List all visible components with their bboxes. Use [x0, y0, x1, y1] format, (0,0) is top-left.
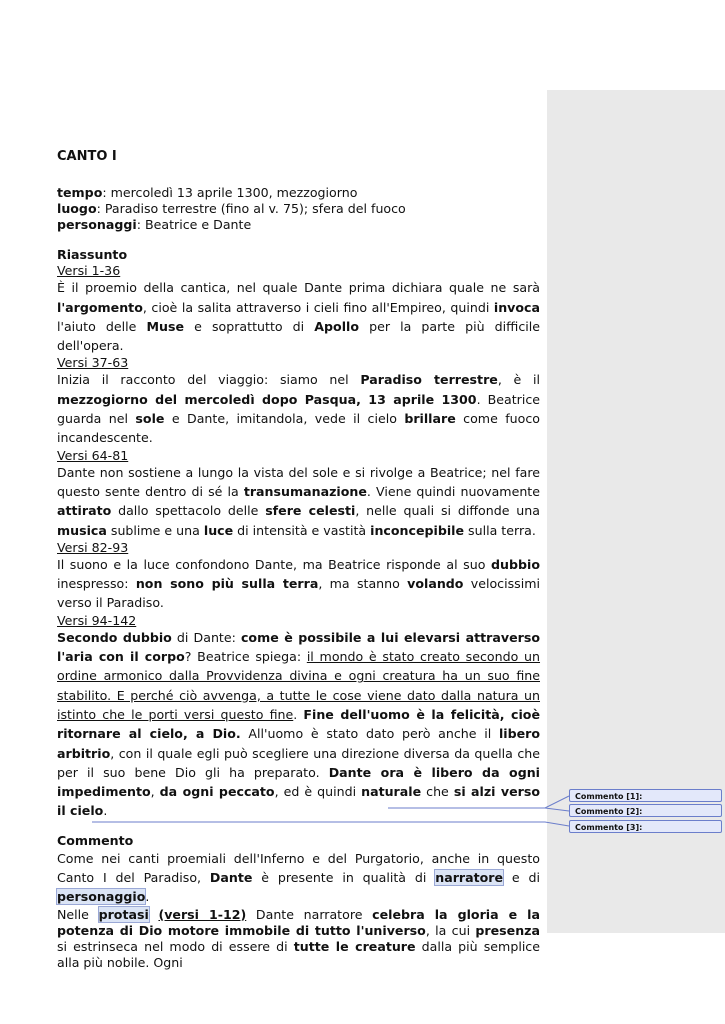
text-run: Dante	[209, 870, 253, 886]
text-run: che	[421, 784, 454, 800]
text-run: mezzogiorno del mercoledì dopo Pasqua, 13 aprile 1300	[57, 391, 477, 407]
text-run: (versi 1-12)	[158, 906, 247, 922]
text-run: inconcepibile	[370, 522, 465, 538]
text-run: musica	[57, 522, 107, 538]
text-run: .	[145, 889, 150, 905]
section-heading: Versi 37-63	[57, 355, 129, 371]
commento-heading: Commento	[57, 832, 134, 848]
text-run: naturale	[361, 784, 422, 800]
text-run: ? Beatrice spiega:	[184, 649, 307, 665]
text-run: Il suono e la luce confondono Dante, ma Beatrice risponde al suo	[57, 556, 492, 572]
text-run: Secondo dubbio	[57, 629, 172, 645]
text-run: . Viene quindi nuovamente	[366, 483, 540, 499]
text-run: ,	[150, 784, 160, 800]
text-run: velocissimi verso il Paradiso.	[57, 576, 540, 611]
text-run: tutte le creature	[293, 938, 416, 954]
personaggi-value: : Beatrice e Dante	[136, 217, 252, 233]
text-run: , ed è quindi	[274, 784, 362, 800]
text-run: l'aiuto delle	[57, 318, 147, 334]
text-run: Come nei canti proemiali dell'Inferno e del Purgatorio, anche in questo Canto I del Paradiso,	[57, 850, 540, 886]
comment-2[interactable]	[569, 804, 722, 817]
canto-title: CANTO I	[57, 149, 117, 164]
text-run: l'argomento	[57, 299, 143, 315]
text-run: Dante ora è libero da ogni impedimento	[57, 764, 540, 800]
comment-1-label: Commento [1]:	[575, 792, 643, 801]
text-run: e Dante, imitandola, vede il cielo	[164, 411, 405, 427]
text-run: . Beatrice guarda nel	[57, 391, 540, 427]
section-heading: Versi 64-81	[57, 447, 129, 463]
text-run: brillare	[404, 411, 456, 427]
text-run: .	[103, 803, 108, 819]
text-run: luce	[203, 522, 234, 538]
text-run: , la cui	[425, 922, 476, 938]
text-run: da ogni peccato	[159, 784, 275, 800]
comment-2-label: Commento [2]:	[575, 807, 643, 816]
text-run: , cioè la salita attraverso i cieli fino all'Empireo, quindi	[142, 299, 494, 315]
comment-1[interactable]	[569, 789, 722, 802]
text-run: si alzi verso il cielo	[57, 784, 541, 819]
text-run: transumanazione	[243, 483, 367, 499]
text-run: Apollo	[314, 318, 359, 334]
text-run: personaggio	[57, 889, 146, 905]
text-run: Paradiso terrestre	[360, 372, 498, 388]
text-run: Muse	[146, 318, 185, 334]
luogo-label: luogo	[57, 201, 97, 217]
tempo-value: : mercoledì 13 aprile 1300, mezzogiorno	[102, 185, 358, 201]
text-run: come è possibile a lui elevarsi attraverso l'aria con il corpo	[57, 629, 540, 665]
text-run: sulla terra.	[464, 522, 536, 538]
text-run: , è il	[497, 372, 540, 388]
section-heading: Versi 1-36	[57, 263, 121, 279]
text-run: sole	[135, 411, 165, 427]
text-run: attirato	[57, 503, 112, 519]
tempo-label: tempo	[57, 185, 103, 201]
text-run: sublime e una	[106, 522, 204, 538]
text-run: per la parte più difficile dell'opera.	[57, 318, 541, 354]
text-run: come fuoco incandescente.	[57, 411, 540, 446]
comment-3-label: Commento [3]:	[575, 823, 643, 832]
text-run: , ma stanno	[318, 576, 408, 592]
luogo-value: : Paradiso terrestre (fino al v. 75); sfera del fuoco	[96, 201, 406, 217]
text-run: di Dante:	[171, 629, 241, 645]
text-run: All'uomo è stato dato però anche il	[240, 726, 499, 742]
text-run: celebra la gloria e la potenza di Dio motore immobile di tutto l'universo	[57, 906, 540, 938]
text-run: volando	[407, 576, 464, 592]
text-run: Inizia il racconto del viaggio: siamo nel	[57, 372, 361, 388]
text-run: narratore	[435, 870, 504, 886]
text-run: invoca	[493, 299, 540, 315]
text-run: e soprattutto di	[184, 318, 315, 334]
text-run: Fine dell'uomo è la felicità, cioè ritornare al cielo, a Dio.	[57, 706, 541, 742]
text-run: libero arbitrio	[57, 726, 541, 761]
text-run: .	[293, 706, 304, 722]
text-run: inespresso:	[57, 576, 136, 592]
comment-3[interactable]	[569, 820, 722, 833]
text-run: dubbio	[491, 556, 540, 572]
section-heading: Versi 82-93	[57, 539, 129, 555]
text-run: Nelle	[57, 906, 99, 922]
text-run: e di	[503, 870, 540, 886]
text-run: , con il quale egli può scegliere una direzione diversa da quella che per il suo bene Dio gli ha preparato.	[57, 745, 540, 780]
text-run: dalla più semplice alla più nobile. Ogni	[57, 938, 540, 970]
text-run: È il proemio della cantica, nel quale Dante prima dichiara quale ne sarà	[57, 280, 540, 296]
riassunto-heading: Riassunto	[57, 247, 128, 263]
text-run: dallo spettacolo delle	[111, 503, 266, 519]
section-heading: Versi 94-142	[57, 612, 137, 628]
text-run: si estrinseca nel modo di essere di	[57, 938, 294, 954]
text-run: il mondo è stato creato secondo un ordine armonico dalla Provvidenza divina e ogni creatura ha un suo fine stabilito. E perché ciò avvenga, a tutte le cose viene dato dalla natura un istinto che le porti versi questo fine	[57, 649, 541, 722]
text-run: sfere celesti	[265, 503, 356, 519]
text-run: , nelle quali si diffonde una	[355, 503, 540, 519]
text-run: di intensità e vastità	[233, 522, 371, 538]
text-run: presenza	[475, 922, 540, 938]
text-run: protasi	[98, 906, 149, 922]
text-run: è presente in qualità di	[252, 870, 436, 886]
personaggi-label: personaggi	[57, 217, 137, 233]
text-run: non sono più sulla terra	[135, 576, 319, 592]
text-run: Dante narratore	[246, 906, 373, 922]
text-run: Dante non sostiene a lungo la vista del sole e si rivolge a Beatrice; nel fare questo sente dentro di sé la	[57, 464, 540, 499]
